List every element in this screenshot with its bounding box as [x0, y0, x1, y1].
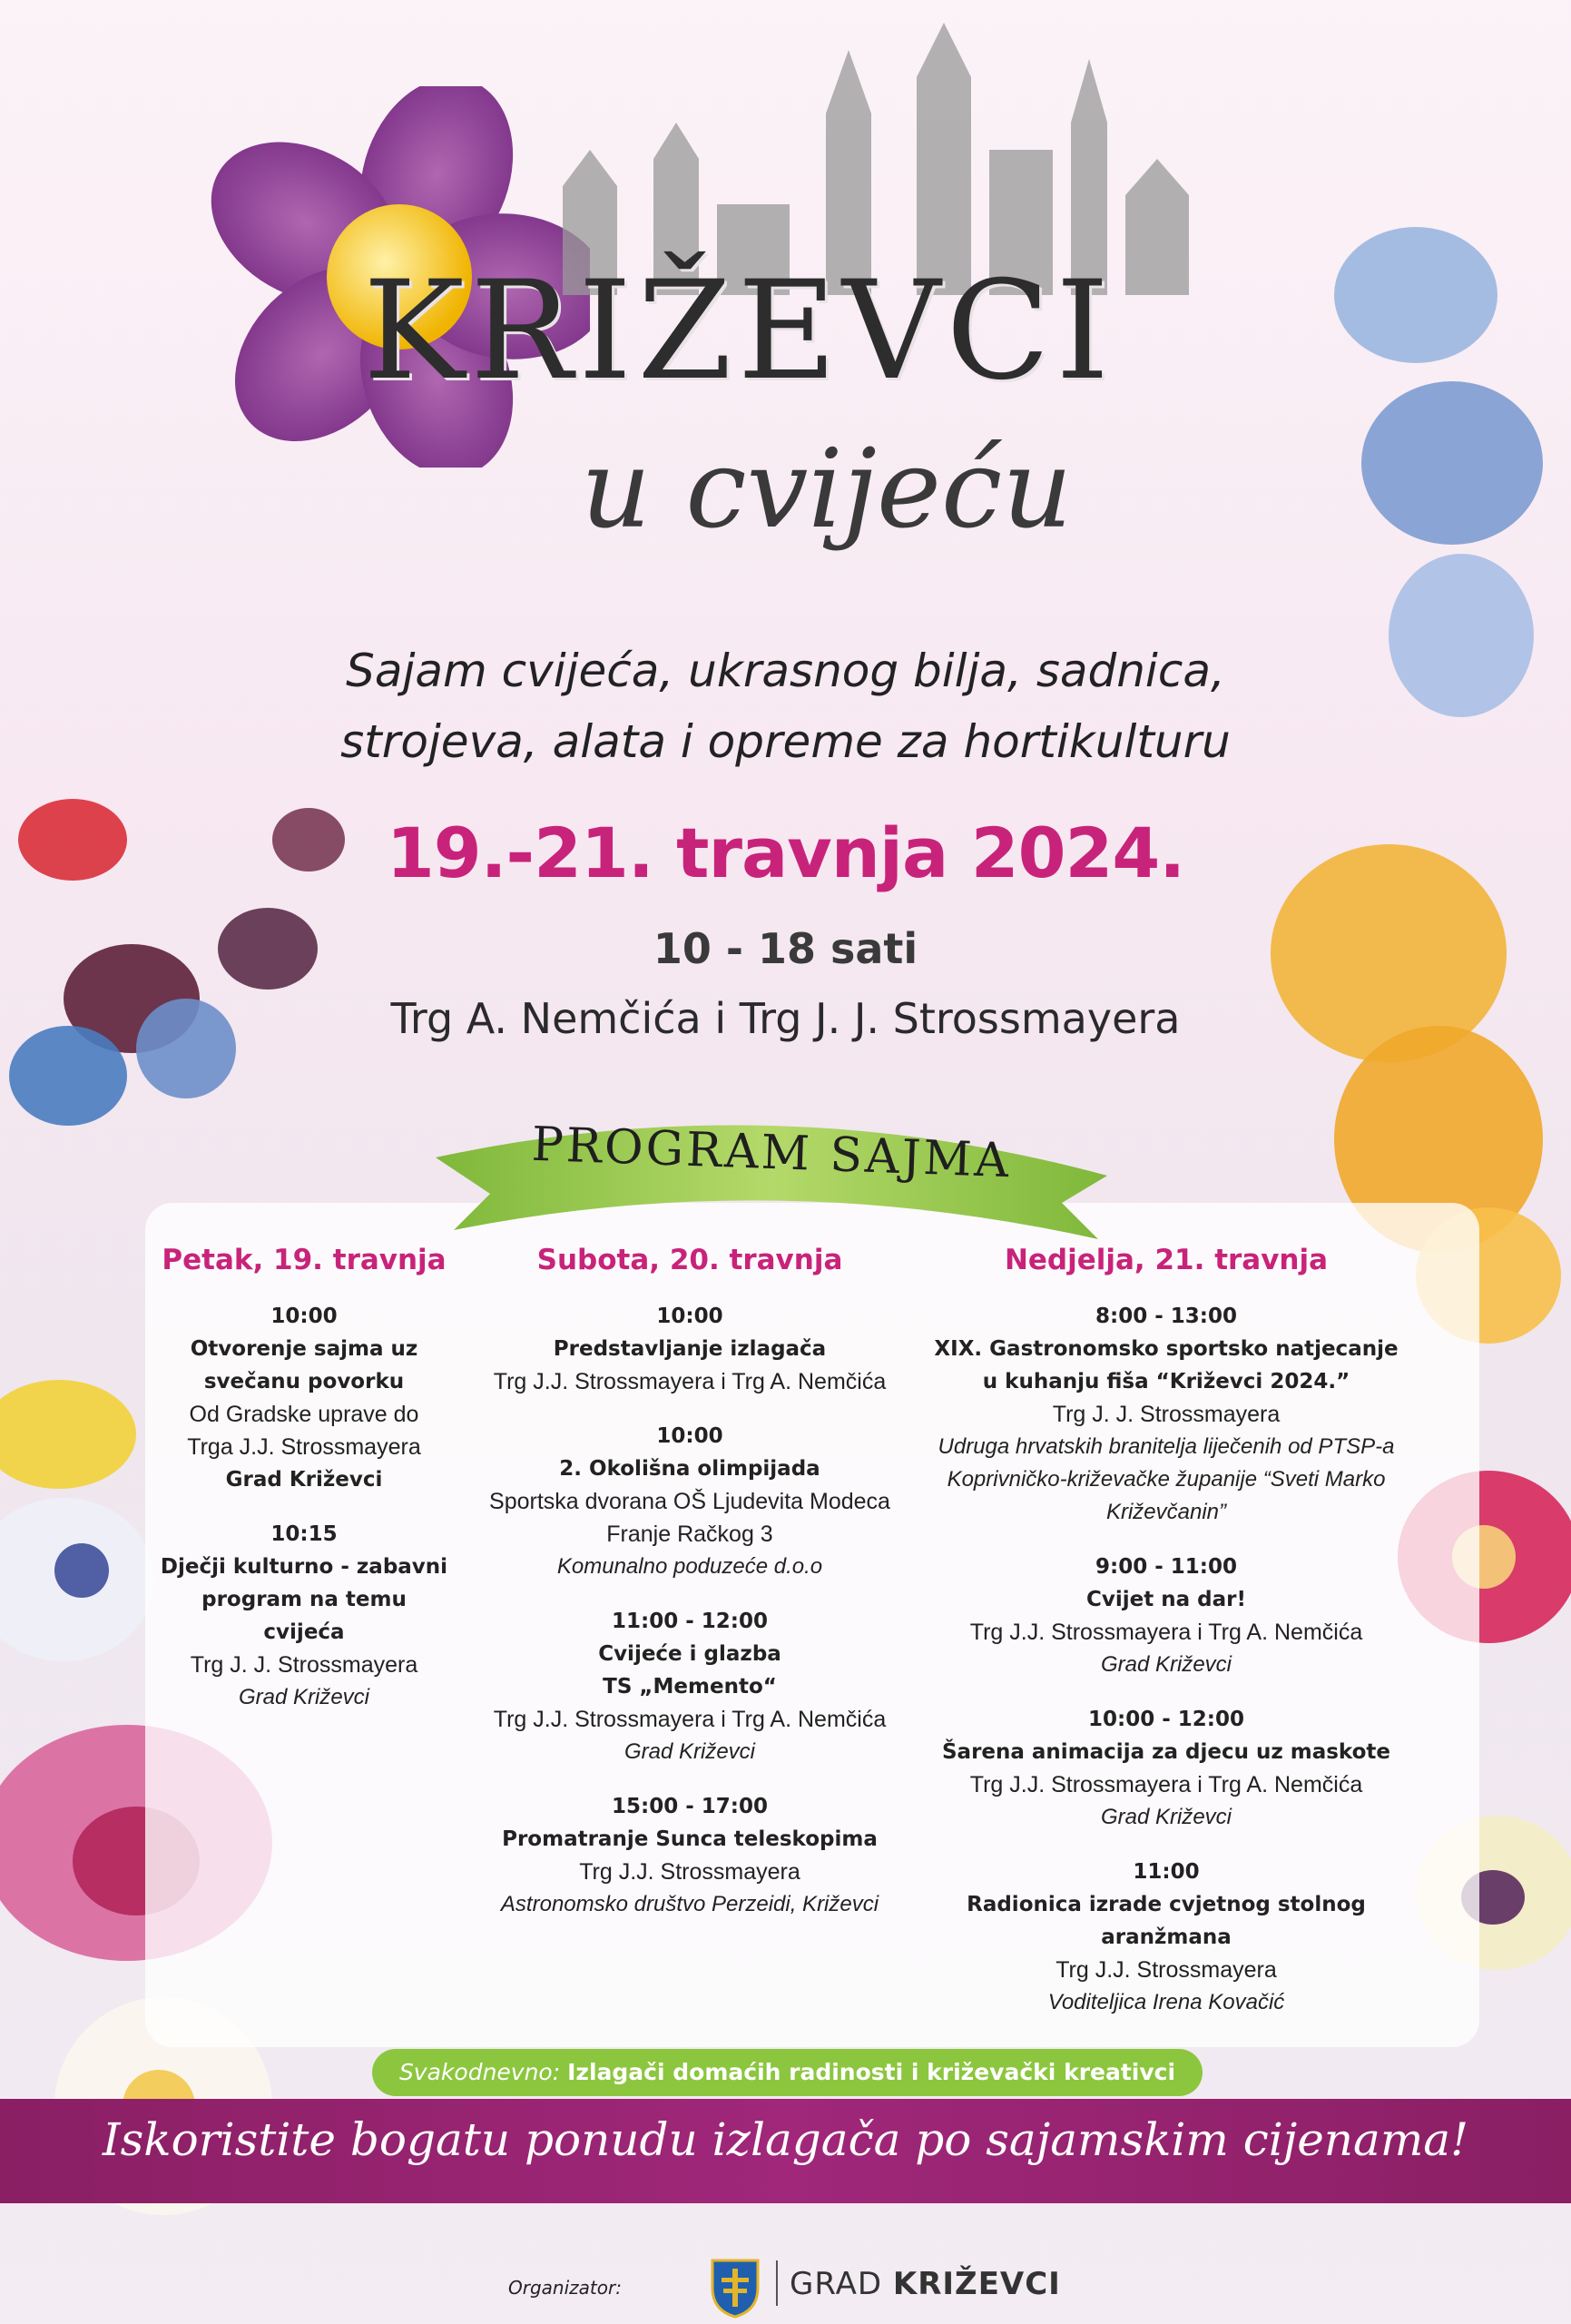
- event-organizer: Grad Križevci: [1100, 1652, 1232, 1677]
- organizer-divider: [776, 2260, 778, 2306]
- subtitle-line-2: strojeva, alata i opreme za hortikulturu: [340, 715, 1231, 768]
- event-time: 8:00 - 13:00: [1095, 1305, 1237, 1328]
- event-place: Trg J.J. Strossmayera i Trg A. Nemčića: [493, 1707, 887, 1732]
- event-place: Trg J. J. Strossmayera: [1052, 1402, 1281, 1427]
- event-location: Trg A. Nemčića i Trg J. J. Strossmayera: [390, 994, 1181, 1043]
- event-item: [912, 1703, 1420, 1834]
- event-time: 10:00: [656, 1305, 723, 1328]
- event-title: Cvijeće i glazba: [598, 1642, 781, 1666]
- organizer-label: Organizator:: [508, 2277, 622, 2299]
- event-title: Šarena animacija za djecu uz maskote: [941, 1740, 1391, 1764]
- fair-description: [236, 635, 1335, 777]
- event-place: Trg J. J. Strossmayera: [190, 1652, 418, 1678]
- organizer-name-bold: KRIŽEVCI: [892, 2266, 1061, 2302]
- event-title: Predstavljanje izlagača: [553, 1337, 827, 1361]
- event-place: Od Gradske uprave do: [189, 1402, 419, 1427]
- event-place: Trga J.J. Strossmayera: [187, 1434, 421, 1460]
- organizer-name-light: GRAD: [790, 2266, 883, 2302]
- event-item: [463, 1790, 917, 1921]
- event-title: 2. Okolišna olimpijada: [559, 1457, 820, 1481]
- event-place: Trg J.J. Strossmayera i Trg A. Nemčića: [493, 1369, 887, 1394]
- day-column-saturday: [463, 1244, 917, 1943]
- event-time: 10:00: [270, 1305, 338, 1328]
- event-organizer: Grad Križevci: [225, 1468, 383, 1492]
- event-item: [912, 1551, 1420, 1681]
- event-item: [159, 1518, 449, 1714]
- event-title: TS „Memento“: [603, 1675, 777, 1699]
- day-column-sunday: [912, 1244, 1420, 2041]
- event-organizer: Grad Križevci: [623, 1739, 756, 1764]
- event-item: [912, 1856, 1420, 2019]
- program-title: PROGRAM SAJMA: [530, 1117, 1013, 1189]
- event-place: Trg J.J. Strossmayera: [579, 1859, 800, 1885]
- event-title: u kuhanju fiša “Križevci 2024.”: [982, 1370, 1350, 1393]
- event-item: [463, 1605, 917, 1768]
- event-place: Trg J.J. Strossmayera: [1056, 1957, 1277, 1983]
- event-organizer: Koprivničko-križevačke županije “Sveti Marko: [947, 1467, 1386, 1492]
- event-title: svečanu povorku: [203, 1370, 405, 1393]
- promo-text: Iskoristite bogatu ponudu izlagača po sajamskim cijenama!: [102, 2113, 1469, 2166]
- event-title: Promatranje Sunca teleskopima: [502, 1827, 878, 1851]
- event-organizer: Komunalno poduzeće d.o.o: [556, 1554, 823, 1579]
- event-item: [463, 1300, 917, 1398]
- logo-title: KRIŽEVCI: [363, 252, 1115, 410]
- daily-text: Izlagači domaćih radinosti i križevački kreativci: [567, 2059, 1176, 2085]
- organizer-name: [790, 2266, 1061, 2302]
- day-heading: Subota, 20. travnja: [536, 1244, 843, 1276]
- event-organizer: Križevčanin”: [1105, 1500, 1227, 1524]
- day-heading: Nedjelja, 21. travnja: [1004, 1244, 1329, 1276]
- subtitle-line-1: Sajam cvijeća, ukrasnog bilja, sadnica,: [346, 645, 1225, 697]
- event-organizer: Astronomsko društvo Perzeidi, Križevci: [500, 1892, 879, 1916]
- daily-banner: [372, 2049, 1203, 2096]
- event-title: aranžmana: [1101, 1925, 1232, 1949]
- event-title: Radionica izrade cvjetnog stolnog: [967, 1893, 1366, 1916]
- event-time: 15:00 - 17:00: [612, 1795, 768, 1818]
- event-place: Franje Račkog 3: [606, 1521, 773, 1547]
- event-title: XIX. Gastronomsko sportsko natjecanje: [934, 1337, 1399, 1361]
- event-organizer: Udruga hrvatskih branitelja liječenih od PTSP-a: [938, 1434, 1395, 1459]
- daily-label: Svakodnevno:: [398, 2059, 561, 2085]
- event-time: 9:00 - 11:00: [1095, 1555, 1237, 1579]
- event-organizer: Voditeljica Irena Kovačić: [1047, 1990, 1285, 2014]
- event-place: Sportska dvorana OŠ Ljudevita Modeca: [489, 1489, 890, 1514]
- day-heading: Petak, 19. travnja: [162, 1244, 447, 1276]
- event-place: Trg J.J. Strossmayera i Trg A. Nemčića: [969, 1620, 1363, 1645]
- event-title: Cvijet na dar!: [1086, 1588, 1246, 1611]
- event-title: Dječji kulturno - zabavni: [160, 1555, 448, 1579]
- event-title: program na temu cvijeća: [201, 1588, 407, 1644]
- event-item: [912, 1300, 1420, 1529]
- event-organizer: Grad Križevci: [238, 1685, 370, 1709]
- logo-script: u cvijeću: [581, 427, 1073, 553]
- event-item: [159, 1300, 449, 1496]
- event-time: 10:15: [270, 1522, 338, 1546]
- day-column-friday: [159, 1244, 449, 1736]
- event-time: 10:00: [656, 1424, 723, 1448]
- event-time: 11:00: [1133, 1860, 1200, 1884]
- event-dates: 19.-21. travnja 2024.: [386, 812, 1185, 893]
- event-title: Otvorenje sajma uz: [190, 1337, 418, 1361]
- event-item: [463, 1420, 917, 1583]
- event-time: 11:00 - 12:00: [612, 1610, 768, 1633]
- event-time: 10:00 - 12:00: [1088, 1708, 1244, 1731]
- event-organizer: Grad Križevci: [1100, 1805, 1232, 1829]
- event-hours: 10 - 18 sati: [653, 924, 918, 973]
- event-place: Trg J.J. Strossmayera i Trg A. Nemčića: [969, 1772, 1363, 1797]
- city-crest-icon: [703, 2256, 767, 2319]
